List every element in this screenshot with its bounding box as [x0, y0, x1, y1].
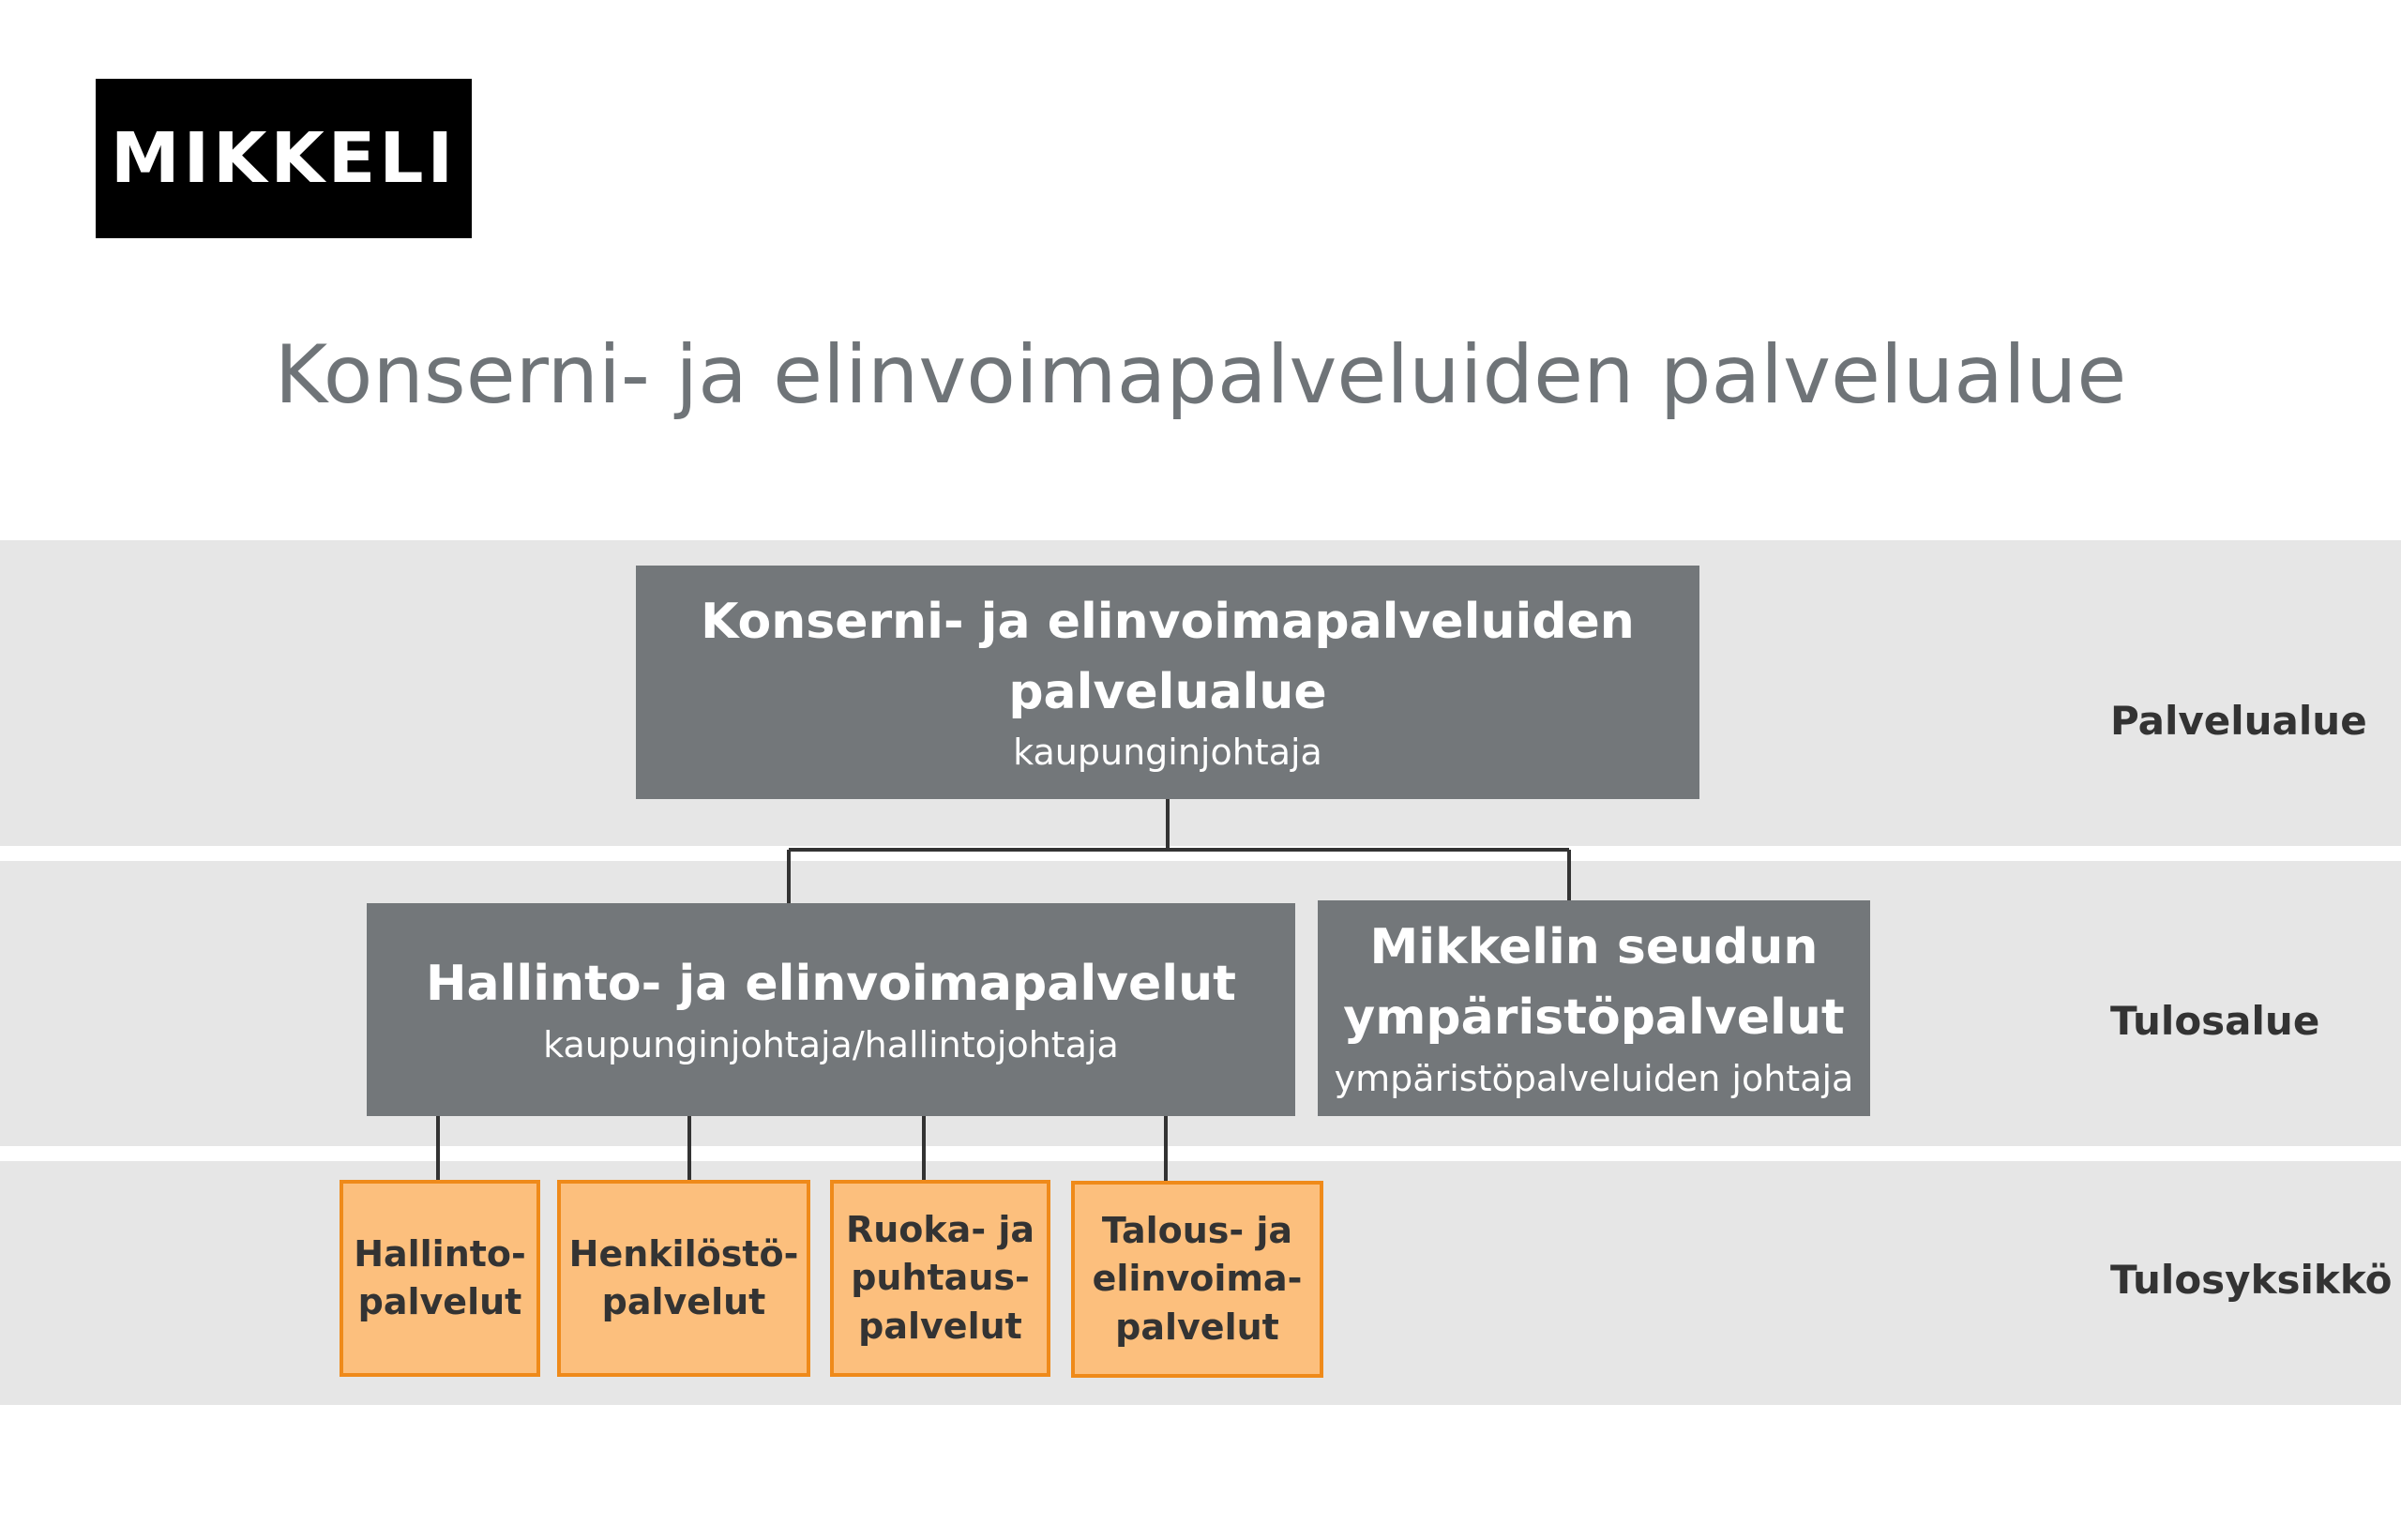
level-label-tulosalue: Tulosalue — [2110, 998, 2320, 1044]
ymparistopalvelut-title-line1: Mikkelin seudun — [1369, 919, 1819, 976]
unit-ruoka-puhtauspalvelut: Ruoka- ja puhtaus- palvelut — [830, 1180, 1050, 1377]
unit-hallintopalvelut: Hallinto- palvelut — [340, 1180, 540, 1377]
hallinto-elinvoima-leader: kaupunginjohtaja/hallintojohtaja — [543, 1023, 1119, 1065]
mikkeli-logo: MIKKELI — [96, 79, 472, 238]
unit-talous-elinvoimapalvelut: Talous- ja elinvoima- palvelut — [1071, 1181, 1323, 1378]
ymparistopalvelut-title-line2: ympäristöpalvelut — [1343, 989, 1845, 1047]
level-label-tulosyksikko: Tulosyksikkö — [2110, 1257, 2393, 1303]
palvelualue-box — [636, 566, 1699, 799]
ymparistopalvelut-leader: ympäristöpalveluiden johtaja — [1334, 1057, 1854, 1099]
palvelualue-title-line1: Konserni- ja elinvoimapalveluiden — [701, 593, 1635, 650]
hallinto-elinvoima-box — [367, 903, 1295, 1116]
ymparistopalvelut-box — [1318, 900, 1870, 1116]
hallinto-elinvoima-title: Hallinto- ja elinvoimapalvelut — [425, 956, 1237, 1013]
palvelualue-leader: kaupunginjohtaja — [1013, 732, 1322, 774]
level-label-palvelualue: Palvelualue — [2110, 698, 2367, 744]
palvelualue-title-line2: palvelualue — [1008, 663, 1327, 720]
page-title: Konserni- ja elinvoimapalveluiden palvelualue — [274, 328, 2127, 422]
unit-henkilostopalvelut: Henkilöstö- palvelut — [557, 1180, 810, 1377]
